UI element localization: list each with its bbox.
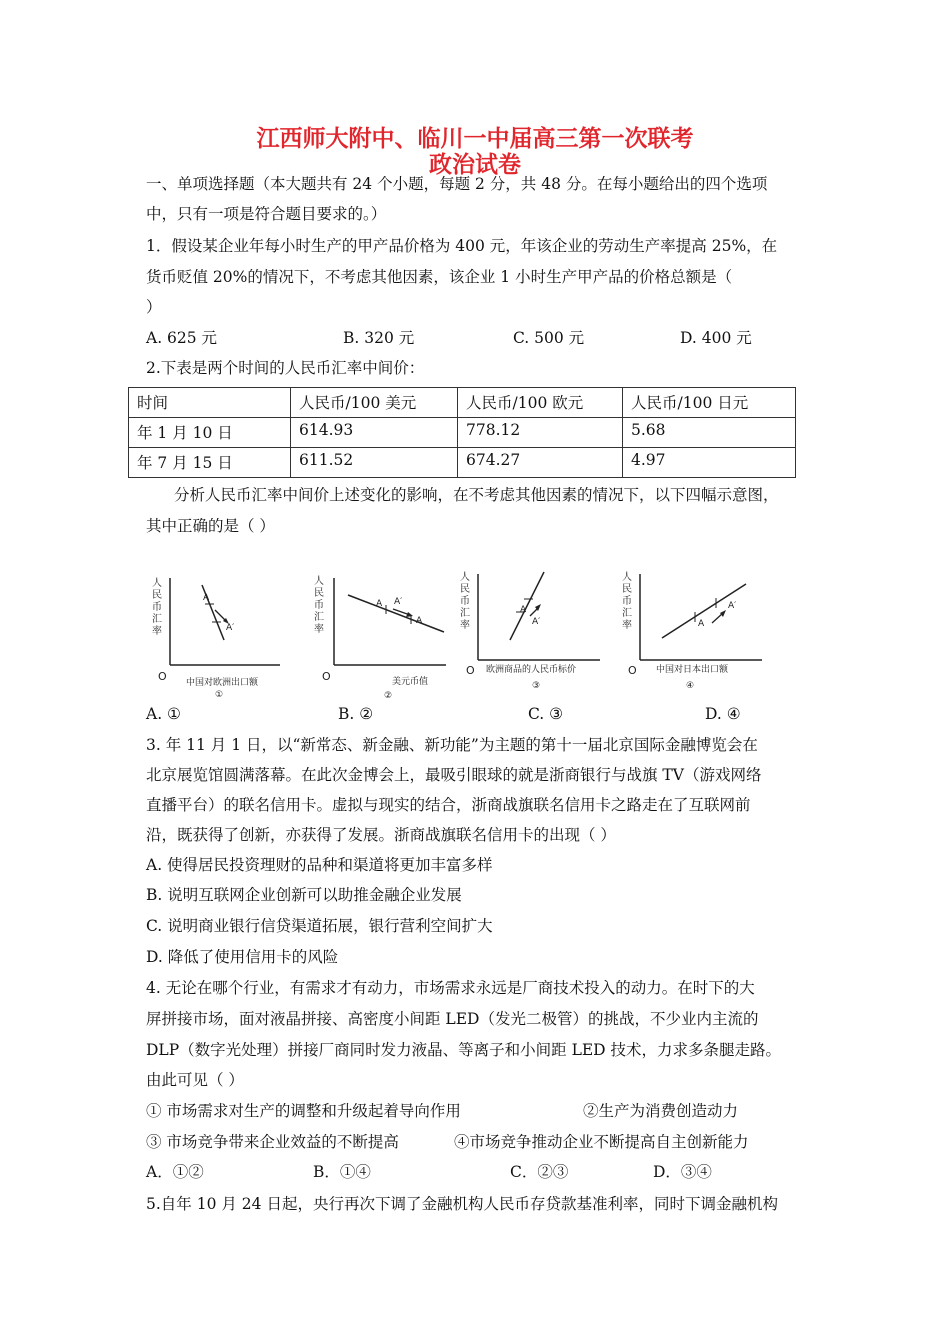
y-label-char: 民 xyxy=(622,584,632,595)
table-cell: 4.97 xyxy=(623,448,796,478)
q4-option-b: B．①④ xyxy=(313,1163,371,1181)
page-subtitle: 政治试卷 xyxy=(429,151,521,178)
q4-stem-cont: DLP（数字光处理）拼接厂商同时发力液晶、等离子和小间距 LED 技术，力求多条腿走路。 xyxy=(146,1041,782,1059)
point-a-prime-label: A′ xyxy=(532,617,541,627)
q1-option-d: D. 400 元 xyxy=(680,329,752,347)
point-a-label: A xyxy=(520,605,527,615)
q2-analysis: 分析人民币汇率中间价上述变化的影响，在不考虑其他因素的情况下，以下四幅示意图， xyxy=(174,486,779,504)
q1-stem-end: ） xyxy=(146,298,162,316)
q4-option-a: A．①② xyxy=(146,1163,204,1181)
q3-stem-cont: 北京展览馆圆满落幕。在此次金博会上，最吸引眼球的就是浙商银行与战旗 TV（游戏网络 xyxy=(146,766,762,784)
y-label-char: 人 xyxy=(152,578,162,589)
y-label-char: 民 xyxy=(460,584,470,595)
q4-statement-4: ④市场竞争推动企业不断提高自主创新能力 xyxy=(454,1133,749,1151)
table-header-row xyxy=(129,388,796,418)
q3-stem: 3. 年 11 月 1 日，以“新常态、新金融、新功能”为主题的第十一届北京国际金融博览会在 xyxy=(146,736,758,754)
q2-option-c: C. ③ xyxy=(528,705,564,723)
graph-number: ① xyxy=(215,690,224,700)
y-label-char: 率 xyxy=(152,626,162,637)
point-a-label: A xyxy=(416,616,423,626)
q4-stem: 4. 无论在哪个行业，有需求才有动力，市场需求永远是厂商技术投入的动力。在时下的大 xyxy=(146,979,755,997)
q2-stem: 2.下表是两个时间的人民币汇率中间价： xyxy=(146,359,425,377)
y-label-char: 币 xyxy=(152,602,162,613)
origin-label: O xyxy=(158,670,167,683)
point-a-prime-label: A′ xyxy=(728,601,737,611)
y-label-char: 率 xyxy=(460,620,470,631)
q1-option-a: A. 625 元 xyxy=(146,329,218,347)
point-a-prime-label: A′ xyxy=(226,623,235,633)
graph-number: ③ xyxy=(532,681,541,691)
y-label-char: 民 xyxy=(314,588,324,599)
origin-label: O xyxy=(466,664,475,677)
q2-option-d: D. ④ xyxy=(705,705,741,723)
graph-number: ④ xyxy=(686,681,695,691)
arrow-head xyxy=(720,610,726,617)
q1-stem-cont: 货币贬值 20%的情况下，不考虑其他因素，该企业 1 小时生产甲产品的价格总额是（ xyxy=(146,268,733,286)
q1-stem: 1．假设某企业年每小时生产的甲产品价格为 400 元，年该企业的劳动生产率提高 25%，在 xyxy=(146,237,778,255)
x-axis-label: 美元币值 xyxy=(392,677,429,687)
graph-2 xyxy=(306,570,456,700)
table-header: 人民币/100 美元 xyxy=(291,388,458,418)
q1-option-c: C. 500 元 xyxy=(513,329,585,347)
q4-stem-cont: 屏拼接市场，面对液晶拼接、高密度小间距 LED（发光二极管）的挑战，不少业内主流的 xyxy=(146,1010,759,1028)
curve-line xyxy=(662,584,746,638)
q4-option-d: D．③④ xyxy=(653,1163,712,1181)
x-axis-label: 欧洲商品的人民币标价 xyxy=(486,665,577,675)
q2-option-a: A. ① xyxy=(146,705,181,723)
origin-label: O xyxy=(322,670,331,683)
origin-label: O xyxy=(628,664,637,677)
q4-statement-1: ① 市场需求对生产的调整和升级起着导向作用 xyxy=(146,1102,461,1120)
table-header: 人民币/100 日元 xyxy=(623,388,796,418)
y-label-char: 民 xyxy=(152,590,162,601)
table-cell: 年 1 月 10 日 xyxy=(129,418,291,448)
y-label-char: 率 xyxy=(622,620,632,631)
q5-stem: 5.自年 10 月 24 日起，央行再次下调了金融机构人民币存贷款基准利率，同时下调金融机构 xyxy=(146,1195,778,1213)
graph-number: ② xyxy=(384,691,393,700)
table-cell: 778.12 xyxy=(458,418,623,448)
table-cell: 年 7 月 15 日 xyxy=(129,448,291,478)
y-label-char: 币 xyxy=(460,596,470,607)
q3-stem-cont: 直播平台）的联名信用卡。虚拟与现实的结合，浙商战旗联名信用卡之路走在了互联网前 xyxy=(146,796,751,814)
graph-1 xyxy=(140,570,290,700)
graph-3 xyxy=(450,560,620,698)
y-label-char: 币 xyxy=(622,596,632,607)
y-label-char: 汇 xyxy=(314,612,324,623)
q2-analysis-cont: 其中正确的是（ ） xyxy=(146,517,275,535)
exchange-rate-table xyxy=(128,387,796,478)
section-instruction-cont: 中，只有一项是符合题目要求的。） xyxy=(146,205,387,223)
point-a-label: A xyxy=(203,593,210,603)
point-a-prime-label: A′ xyxy=(394,597,403,607)
table-header: 时间 xyxy=(129,388,291,418)
q3-stem-end: 沿，既获得了创新，亦获得了发展。浙商战旗联名信用卡的出现（ ） xyxy=(146,826,616,844)
table-cell: 5.68 xyxy=(623,418,796,448)
graph-4 xyxy=(612,560,782,695)
q3-option-b: B. 说明互联网企业创新可以助推金融企业发展 xyxy=(146,886,462,904)
x-axis-label: 中国对欧洲出口额 xyxy=(186,678,259,688)
section-instruction: 一、单项选择题（本大题共有 24 个小题，每题 2 分，共 48 分。在每小题给出的四个选项 xyxy=(146,175,768,193)
y-label-char: 汇 xyxy=(460,608,470,619)
y-label-char: 人 xyxy=(314,576,324,587)
table-cell: 674.27 xyxy=(458,448,623,478)
arrow-head xyxy=(406,612,413,617)
q1-option-b: B. 320 元 xyxy=(343,329,415,347)
q3-option-c: C. 说明商业银行信贷渠道拓展，银行营利空间扩大 xyxy=(146,917,493,935)
q2-option-b: B. ② xyxy=(338,705,374,723)
x-axis-label: 中国对日本出口额 xyxy=(656,665,729,675)
y-label-char: 率 xyxy=(314,624,324,635)
y-label-char: 币 xyxy=(314,600,324,611)
q4-statement-2: ②生产为消费创造动力 xyxy=(583,1102,739,1120)
table-row xyxy=(129,448,796,478)
point-a-label: A xyxy=(698,619,705,629)
table-cell: 614.93 xyxy=(291,418,458,448)
table-row xyxy=(129,418,796,448)
y-label-char: 汇 xyxy=(152,614,162,625)
table-header: 人民币/100 欧元 xyxy=(458,388,623,418)
y-label-char: 汇 xyxy=(622,608,632,619)
y-label-char: 人 xyxy=(460,572,470,583)
q4-option-c: C．②③ xyxy=(510,1163,569,1181)
point-a-label: A xyxy=(376,599,383,609)
q3-option-a: A. 使得居民投资理财的品种和渠道将更加丰富多样 xyxy=(146,856,493,874)
q3-option-d: D. 降低了使用信用卡的风险 xyxy=(146,948,339,966)
page-title: 江西师大附中、临川一中届高三第一次联考 xyxy=(256,125,694,152)
y-label-char: 人 xyxy=(622,572,632,583)
q4-stem-end: 由此可见（ ） xyxy=(146,1071,244,1089)
q4-statement-3: ③ 市场竞争带来企业效益的不断提高 xyxy=(146,1133,399,1151)
table-cell: 611.52 xyxy=(291,448,458,478)
